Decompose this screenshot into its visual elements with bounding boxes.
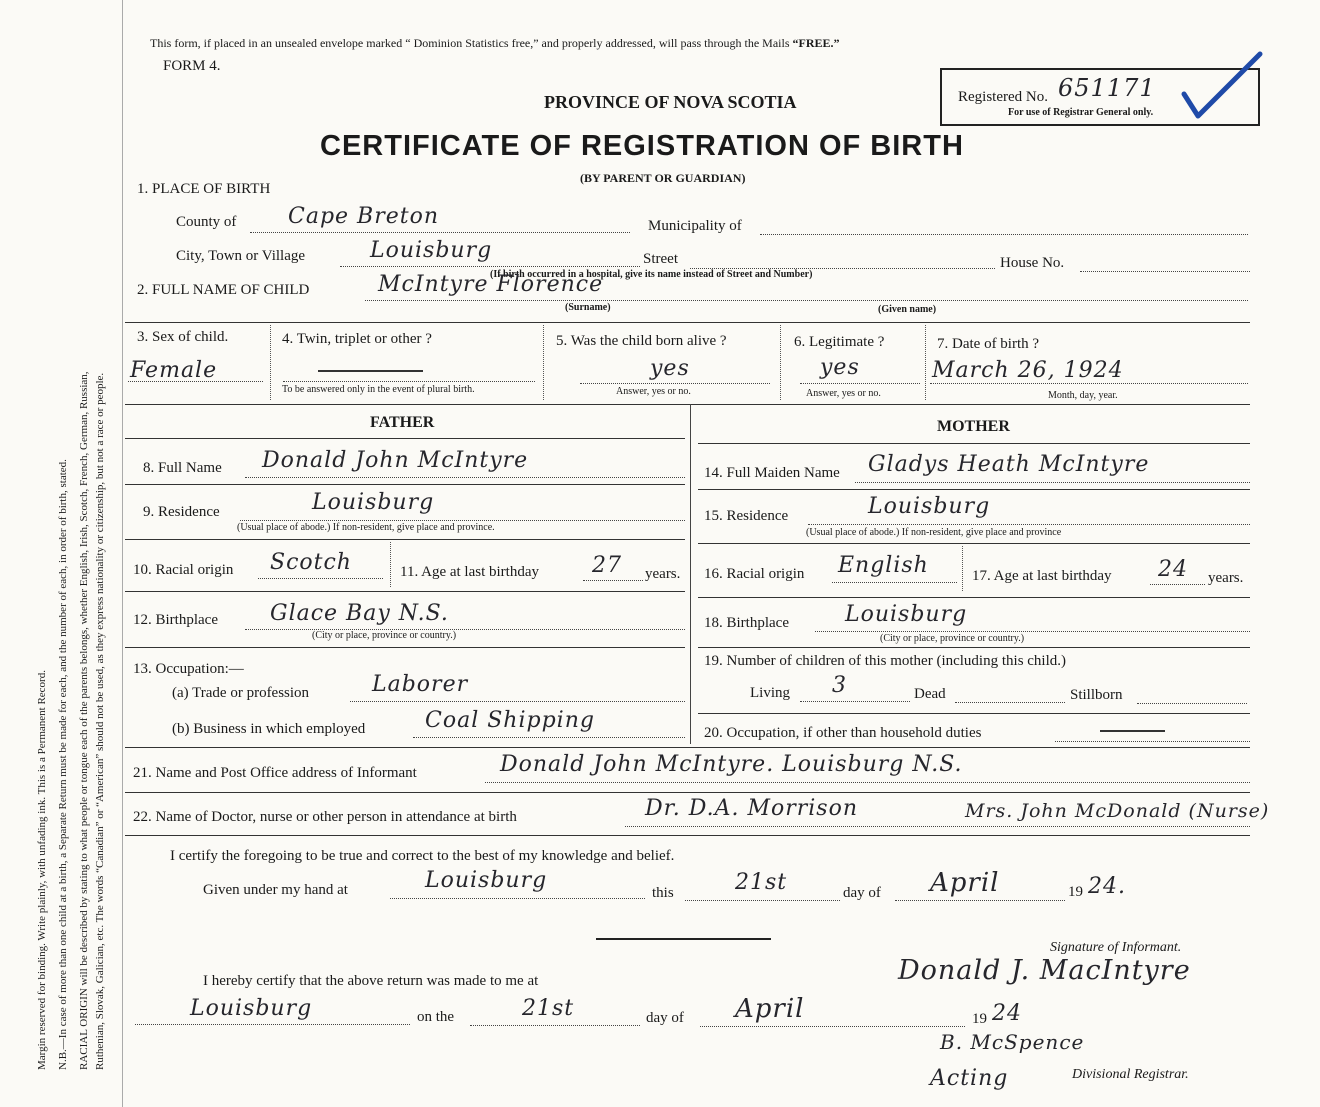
given-day-value: 21st <box>735 870 788 895</box>
born-alive-value: yes <box>650 356 690 381</box>
registrar-signature: B. McSpence <box>940 1030 1085 1054</box>
nurse-value: Mrs. John McDonald (Nurse) <box>965 800 1270 822</box>
certify-statement: I certify the foregoing to be true and correct to the best of my knowledge and belief. <box>170 848 675 864</box>
house-no-label: House No. <box>1000 255 1065 271</box>
father-birthplace-value: Glace Bay N.S. <box>270 601 449 626</box>
given-under-label: Given under my hand at <box>203 882 348 898</box>
registrar-month-value: April <box>735 994 805 1024</box>
born-alive-note: Answer, yes or no. <box>616 386 691 397</box>
father-age-value: 27 <box>592 553 622 578</box>
street-label: Street <box>643 251 678 267</box>
father-business-label: (b) Business in which employed <box>172 721 366 737</box>
registrar-day-value: 21st <box>522 996 575 1021</box>
signature-rule <box>596 938 771 940</box>
father-name-value: Donald John McIntyre <box>262 448 529 473</box>
mother-name-value: Gladys Heath McIntyre <box>868 452 1150 477</box>
mother-name-label: 14. Full Maiden Name <box>704 465 840 481</box>
given-day-of-label: day of <box>843 885 881 901</box>
sex-label: 3. Sex of child. <box>137 329 229 345</box>
mother-children-label: 19. Number of children of this mother (including this child.) <box>704 653 1067 669</box>
twin-note: To be answered only in the event of plural birth. <box>282 384 475 395</box>
born-alive-label: 5. Was the child born alive ? <box>556 333 727 349</box>
mail-notice: This form, if placed in an unsealed envelope marked “ Dominion Statistics free,” and properly addressed, will pass through the Mails “FREE.” <box>150 36 840 50</box>
given-year-value: 24. <box>1088 874 1126 899</box>
page-title: CERTIFICATE OF REGISTRATION OF BIRTH <box>320 130 964 162</box>
legitimate-label: 6. Legitimate ? <box>794 334 885 350</box>
registered-number: 651171 <box>1058 74 1156 102</box>
informant-signature: Donald J. MacIntyre <box>898 955 1191 986</box>
sex-value: Female <box>130 358 218 383</box>
dead-label: Dead <box>914 686 946 702</box>
living-label: Living <box>750 685 790 701</box>
child-name-value: McIntyre Florence <box>378 272 604 297</box>
living-value: 3 <box>832 673 847 698</box>
subtitle: (BY PARENT OR GUARDIAN) <box>580 171 746 185</box>
child-name-label: 2. FULL NAME OF CHILD <box>137 282 310 298</box>
informant-signature-label: Signature of Informant. <box>1050 940 1182 955</box>
city-label: City, Town or Village <box>176 248 306 264</box>
mother-occupation-dash <box>1100 730 1165 732</box>
twin-label: 4. Twin, triplet or other ? <box>282 331 432 347</box>
twin-dash <box>318 370 423 372</box>
father-racial-value: Scotch <box>270 550 352 575</box>
dob-value: March 26, 1924 <box>932 358 1124 383</box>
mother-age-label: 17. Age at last birthday <box>972 568 1112 584</box>
mother-birthplace-label: 18. Birthplace <box>704 615 789 631</box>
father-business-value: Coal Shipping <box>425 708 595 733</box>
father-birthplace-label: 12. Birthplace <box>133 612 218 628</box>
dob-note: Month, day, year. <box>1048 390 1118 401</box>
informant-value: Donald John McIntyre. Louisburg N.S. <box>500 752 963 777</box>
father-trade-value: Laborer <box>372 672 469 697</box>
father-abode-note: (Usual place of abode.) If non-resident, give place and province. <box>237 522 495 533</box>
father-occupation-label: 13. Occupation:— <box>133 661 244 677</box>
father-heading: FATHER <box>370 414 435 431</box>
mother-age-value: 24 <box>1158 557 1188 582</box>
father-residence-label: 9. Residence <box>143 504 220 520</box>
check-mark-icon <box>1180 48 1265 123</box>
father-name-label: 8. Full Name <box>143 460 222 476</box>
binding-margin-line <box>122 0 123 1107</box>
margin-racial-note-2: Ruthenian, Slovak, Galician, etc. The words “Canadian” or “American” should not be used, as they express nationality or citizenship, but not a race or people. <box>94 372 106 1070</box>
registrar-general-note: For use of Registrar General only. <box>1008 107 1154 118</box>
registrar-year-prefix: 19 <box>972 1011 987 1027</box>
mother-racial-label: 16. Racial origin <box>704 566 805 582</box>
mother-years-label: years. <box>1208 570 1244 586</box>
form-number: FORM 4. <box>163 58 221 74</box>
surname-caption: (Surname) <box>565 302 611 313</box>
registrar-year-value: 24 <box>992 1001 1022 1026</box>
registered-no-label: Registered No. <box>958 89 1048 105</box>
father-years-label: years. <box>645 566 681 582</box>
mother-occupation-label: 20. Occupation, if other than household duties <box>704 725 982 741</box>
margin-nb-note: N.B.—In case of more than one child at a birth, a Separate Return must be made for each, and the number of each, in order of birth, stated. <box>57 459 69 1070</box>
legitimate-value: yes <box>820 355 860 380</box>
county-value: Cape Breton <box>288 204 440 229</box>
divisional-registrar-label: Divisional Registrar. <box>1072 1067 1189 1082</box>
on-the-label: on the <box>417 1009 455 1025</box>
mother-birthplace-value: Louisburg <box>845 602 968 627</box>
registrar-place-value: Louisburg <box>190 996 313 1021</box>
legitimate-note: Answer, yes or no. <box>806 388 881 399</box>
registrar-day-of-label: day of <box>646 1010 684 1026</box>
province-heading: PROVINCE OF NOVA SCOTIA <box>544 92 797 112</box>
given-month-value: April <box>930 868 1000 898</box>
attendant-label: 22. Name of Doctor, nurse or other person in attendance at birth <box>133 809 517 825</box>
mother-heading: MOTHER <box>937 418 1010 435</box>
mother-residence-value: Louisburg <box>868 494 991 519</box>
place-of-birth-heading: 1. PLACE OF BIRTH <box>137 181 271 197</box>
mother-abode-note: (Usual place of abode.) If non-resident, give place and province <box>806 527 1062 538</box>
given-year-prefix: 19 <box>1068 884 1083 900</box>
father-racial-label: 10. Racial origin <box>133 562 234 578</box>
stillborn-label: Stillborn <box>1070 687 1123 703</box>
given-name-caption: (Given name) <box>878 304 937 315</box>
given-place-value: Louisburg <box>425 868 548 893</box>
registrar-statement: I hereby certify that the above return was made to me at <box>203 973 539 989</box>
father-residence-value: Louisburg <box>312 490 435 515</box>
margin-binding-note: Margin reserved for binding. Write plainly, with unfading ink. This is a Permanent Record. <box>36 670 48 1070</box>
mother-birthplace-note: (City or place, province or country.) <box>880 633 1025 644</box>
mother-residence-label: 15. Residence <box>704 508 789 524</box>
hospital-note: (If birth occurred in a hospital, give its name instead of Street and Number) <box>490 269 813 280</box>
registrar-acting-note: Acting <box>930 1066 1009 1091</box>
father-birthplace-note: (City or place, province or country.) <box>312 630 457 641</box>
doctor-value: Dr. D.A. Morrison <box>645 796 858 821</box>
dob-label: 7. Date of birth ? <box>937 336 1040 352</box>
margin-racial-note-1: RACIAL ORIGIN will be described by stating to what people or tongue each of the parents belongs, whether English, Irish, Scotch, French, German, Russian, <box>78 371 90 1070</box>
this-label: this <box>652 885 674 901</box>
county-label: County of <box>176 214 237 230</box>
municipality-label: Municipality of <box>648 218 742 234</box>
informant-label: 21. Name and Post Office address of Informant <box>133 765 417 781</box>
father-trade-label: (a) Trade or profession <box>172 685 310 701</box>
mother-racial-value: English <box>838 553 929 578</box>
city-value: Louisburg <box>370 238 493 263</box>
father-age-label: 11. Age at last birthday <box>400 564 539 580</box>
